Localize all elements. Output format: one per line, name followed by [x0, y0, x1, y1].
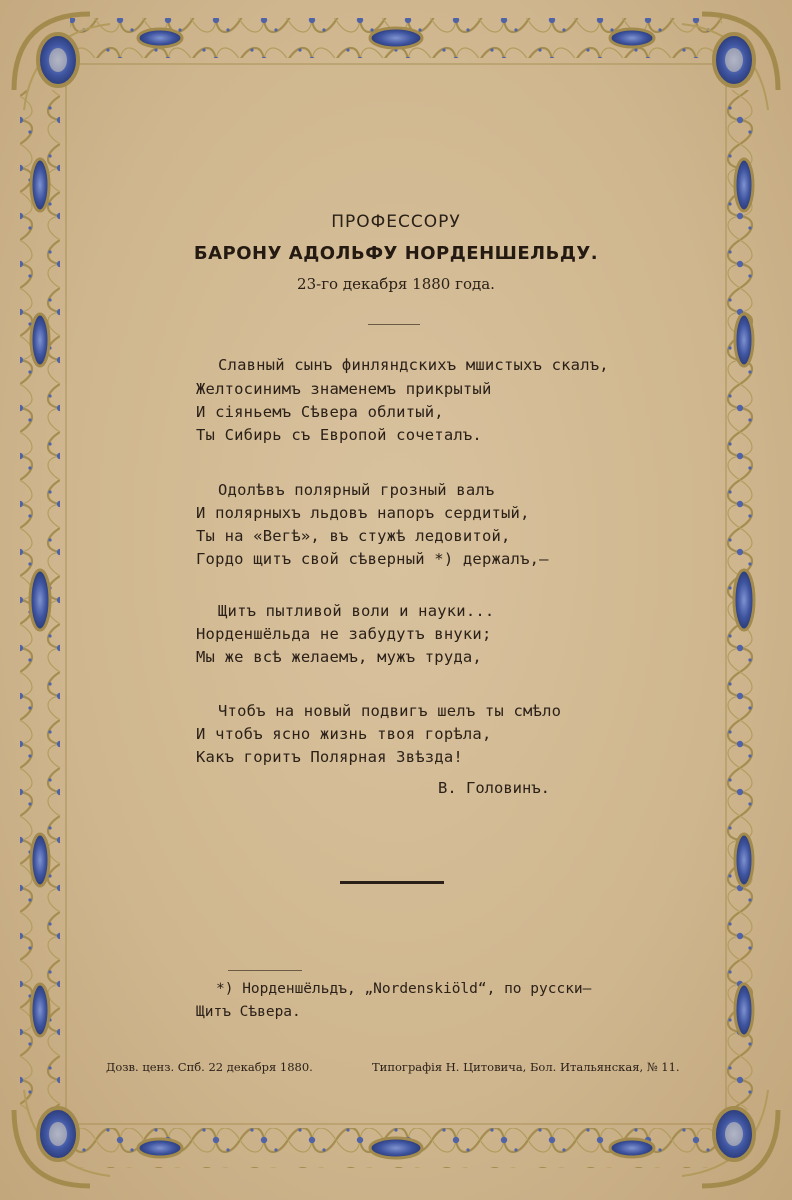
date-line: 23-го декабря 1880 года.	[297, 275, 495, 293]
author-signature: В. Головинъ.	[438, 779, 550, 797]
footnote-line-2: Щитъ Сѣвера.	[196, 1004, 301, 1020]
poem-line: Щитъ пытливой воли и науки...	[218, 602, 495, 620]
poem-line: И сіяньемъ Сѣвера облитый,	[196, 403, 444, 421]
footnote-rule	[228, 970, 302, 971]
dedication-heading: ПРОФЕССОРУ	[331, 212, 461, 232]
poem-line: Ты на «Вегѣ», въ стужѣ ледовитой,	[196, 527, 511, 545]
poem-line: И чтобъ ясно жизнь твоя горѣла,	[196, 725, 492, 743]
poem-line: Какъ горитъ Полярная Звѣзда!	[196, 748, 463, 766]
footnote-line-1: *) Норденшёльдъ, „Nordenskiöld“, по русски—	[216, 981, 592, 997]
poem-line: Одолѣвъ полярный грозный валъ	[218, 481, 495, 499]
poem-line: Ты Сибирь съ Европой сочеталъ.	[196, 426, 482, 444]
poem-line: Норденшёльда не забудутъ внуки;	[196, 625, 492, 643]
poem-line: Гордо щитъ свой сѣверный *) держалъ,—	[196, 550, 549, 568]
poem-line: Мы же всѣ желаемъ, мужъ труда,	[196, 648, 482, 666]
poem-line: Чтобъ на новый подвигъ шелъ ты смѣло	[218, 702, 562, 720]
censor-imprint: Дозв. ценз. Спб. 22 декабря 1880.	[106, 1060, 313, 1074]
printer-imprint: Типографія Н. Цитовича, Бол. Итальянская, № 11.	[372, 1060, 680, 1074]
end-divider	[340, 881, 444, 884]
title-divider	[368, 324, 420, 325]
addressee-heading: БАРОНУ АДОЛЬФУ НОРДЕНШЕЛЬДУ.	[193, 243, 599, 264]
poem-line: Славный сынъ финляндскихъ мшистыхъ скалъ,	[218, 356, 609, 374]
poem-line: И полярныхъ льдовъ напоръ сердитый,	[196, 504, 530, 522]
poem-line: Желтосинимъ знаменемъ прикрытый	[196, 380, 492, 398]
